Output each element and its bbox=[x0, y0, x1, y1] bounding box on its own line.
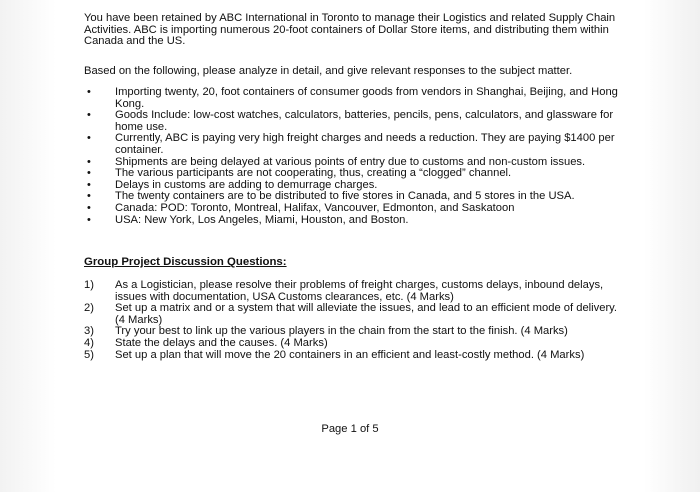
question-text: Set up a matrix and or a system that will alleviate the issues, and lead to an efficient mode of delivery. (4 Marks) bbox=[115, 302, 618, 326]
question-item bbox=[84, 350, 629, 362]
list-item-text: USA: New York, Los Angeles, Miami, Houston, and Boston. bbox=[115, 213, 409, 226]
bullet-icon: • bbox=[87, 213, 91, 226]
question-number: 5) bbox=[84, 348, 94, 361]
question-text: State the delays and the causes. (4 Marks) bbox=[115, 336, 328, 349]
list-item-text: Canada: POD: Toronto, Montreal, Halifax, Vancouver, Edmonton, and Saskatoon bbox=[115, 201, 515, 214]
list-item-text: The various participants are not cooperating, thus, creating a “clogged” channel. bbox=[115, 167, 512, 180]
bullet-list bbox=[84, 87, 629, 226]
bullet-icon: • bbox=[87, 201, 91, 214]
bullet-icon: • bbox=[87, 178, 91, 191]
intro-paragraph: You have been retained by ABC International in Toronto to manage their Logistics and related Supply Chain Activities. ABC is importing numerous 20-foot containers of Dollar Store items, and distributing them within Canada and the US. bbox=[84, 12, 616, 48]
question-number: 2) bbox=[84, 302, 94, 315]
list-item bbox=[84, 110, 629, 133]
question-item bbox=[84, 303, 629, 326]
list-item bbox=[84, 87, 629, 110]
question-item bbox=[84, 280, 629, 303]
bullet-icon: • bbox=[87, 132, 91, 145]
list-item-text: Importing twenty, 20, foot containers of consumer goods from vendors in Shanghai, Beijing, and Hong Kong. bbox=[115, 86, 618, 110]
question-number: 3) bbox=[84, 325, 94, 338]
bullet-icon: • bbox=[87, 190, 91, 203]
list-item-text: Goods Include: low-cost watches, calculators, batteries, pencils, pens, calculators, and glassware for home use. bbox=[115, 109, 614, 133]
question-number: 1) bbox=[84, 279, 94, 291]
list-item bbox=[84, 215, 629, 227]
bullet-icon: • bbox=[87, 109, 91, 122]
list-item-text: The twenty containers are to be distributed to five stores in Canada, and 5 stores in the USA. bbox=[115, 190, 575, 203]
list-item bbox=[84, 133, 629, 156]
lead-paragraph: Based on the following, please analyze in detail, and give relevant responses to the subject matter. bbox=[84, 65, 573, 77]
bullet-icon: • bbox=[87, 155, 91, 168]
list-item-text: Currently, ABC is paying very high freight charges and needs a reduction. They are paying $1400 per container. bbox=[115, 132, 615, 156]
question-text: As a Logistician, please resolve their problems of freight charges, customs delays, inbound delays, issues with documentation, USA Customs clearances, etc. (4 Marks) bbox=[115, 279, 604, 303]
bullet-icon: • bbox=[87, 86, 91, 98]
question-list bbox=[84, 280, 629, 361]
page-number: Page 1 of 5 bbox=[321, 423, 379, 435]
question-text: Try your best to link up the various players in the chain from the start to the finish. (4 Marks) bbox=[115, 325, 568, 338]
section-heading: Group Project Discussion Questions: bbox=[84, 256, 287, 268]
list-item-text: Delays in customs are adding to demurrage charges. bbox=[115, 178, 378, 191]
question-number: 4) bbox=[84, 336, 94, 349]
list-item-text: Shipments are being delayed at various points of entry due to customs and non-custom issues. bbox=[115, 155, 586, 168]
question-text: Set up a plan that will move the 20 containers in an efficient and least-costly method. (4 Marks) bbox=[115, 348, 585, 361]
bullet-icon: • bbox=[87, 167, 91, 180]
